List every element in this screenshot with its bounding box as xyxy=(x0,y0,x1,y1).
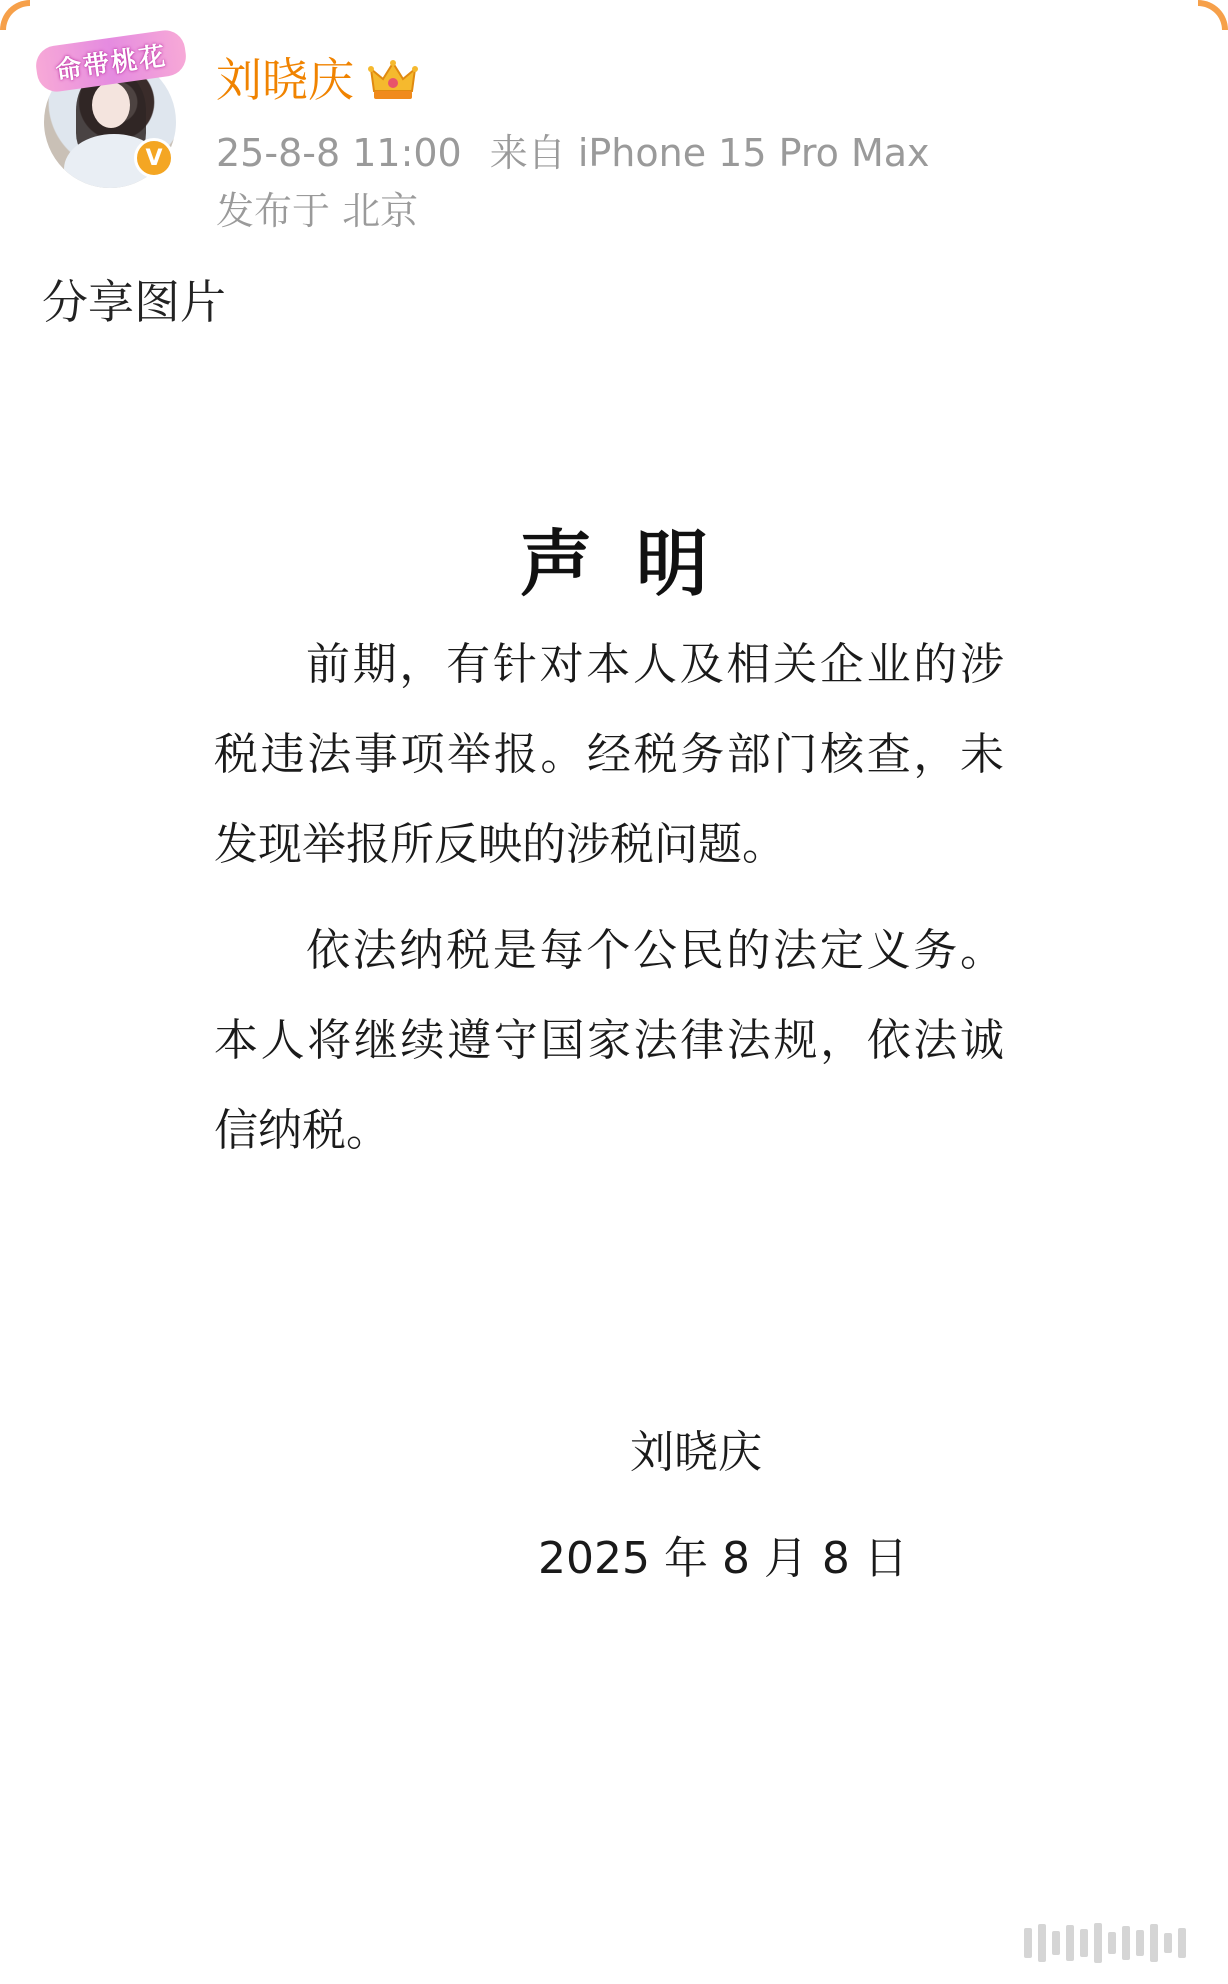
verified-mark: V xyxy=(145,145,163,171)
watermark-icon xyxy=(1024,1920,1214,1966)
crown-icon xyxy=(368,57,418,103)
statement-title: 声明 xyxy=(519,522,752,606)
author-avatar[interactable] xyxy=(36,38,186,178)
post-text: 分享图片 xyxy=(42,275,226,329)
corner-accent-left xyxy=(0,0,30,30)
corner-accent-right xyxy=(1198,0,1228,30)
post-timestamp: 25-8-8 11:00 xyxy=(216,131,462,175)
statement-date: 2025 年 8 月 8 日 xyxy=(538,1533,908,1584)
statement-paragraph-1: 前期，有针对本人及相关企业的涉税违法事项举报。经税务部门核查，未发现举报所反映的涉税问题。 xyxy=(214,639,1004,870)
statement-signature: 刘晓庆 xyxy=(630,1427,762,1478)
verified-badge-icon xyxy=(134,138,174,178)
post-meta xyxy=(216,130,930,176)
username-row xyxy=(216,52,418,108)
statement-paragraph-2: 依法纳税是每个公民的法定义务。本人将继续遵守国家法律法规，依法诚信纳税。 xyxy=(214,925,1004,1156)
post-source: 来自 iPhone 15 Pro Max xyxy=(489,131,930,175)
statement-image[interactable] xyxy=(0,330,1228,1930)
post-location: 发布于 北京 xyxy=(216,189,419,233)
avatar-banner: 命带桃花 xyxy=(34,28,189,94)
author-name[interactable]: 刘晓庆 xyxy=(216,53,354,107)
